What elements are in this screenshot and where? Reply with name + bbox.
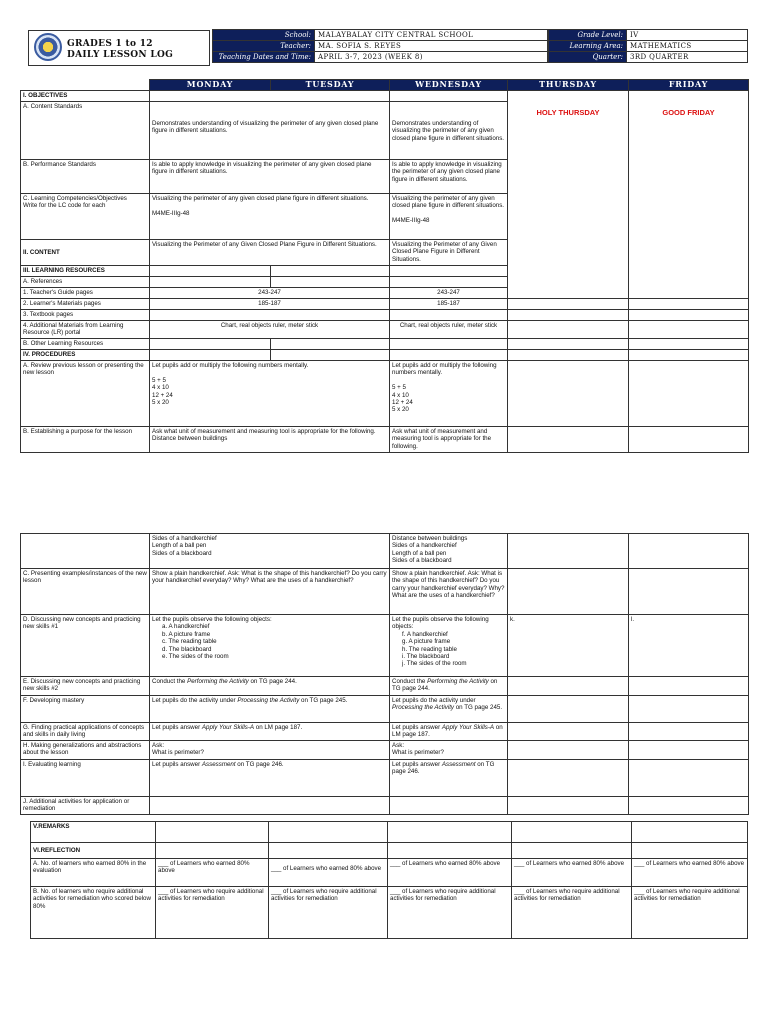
discuss1-list-wednesday [392,631,505,668]
holiday-friday: GOOD FRIDAY [629,91,749,299]
discuss1-monday [150,615,390,677]
row-label-resources: III. LEARNING RESOURCES [21,266,150,277]
discuss1-list-monday [152,623,387,660]
practical-monday: Let pupils answer Apply Your Skills-A on LM page 187. [150,723,390,741]
practical-wednesday: Let pupils answer Apply Your Skills-A on LM page 187. [390,723,508,741]
reflection-table [30,821,748,939]
dates-label: Teaching Dates and Time: [213,52,315,63]
lesson-log-table-page2 [20,533,749,815]
title-line-2: DAILY LESSON LOG [67,50,174,60]
reflection-label: VI.REFLECTION [31,843,156,859]
row-label-tg: 1. Teacher's Guide pages [21,288,150,299]
grade-value: IV [627,30,748,41]
row-label-mastery: F. Developing mastery [21,696,150,723]
list-item: f. A handkerchief [402,630,448,638]
reflection-a-wednesday: ___ of Learners who earned 80% above [388,859,512,887]
list-item: j. The sides of the room [402,660,467,668]
reflection-b-monday: ___ of Learners who require additional activities for remediation [156,887,269,939]
list-item: b. A picture frame [162,630,211,638]
school-value: MALAYBALAY CITY CENTRAL SCHOOL [315,30,548,41]
day-wednesday: WEDNESDAY [390,80,508,91]
reflection-a-tuesday: ___ of Learners who earned 80% above [269,859,388,887]
row-label-objectives: I. OBJECTIVES [21,91,150,102]
page-title [67,39,173,61]
day-friday: FRIDAY [629,80,749,91]
reflection-a-friday: ___ of Learners who earned 80% above [632,859,748,887]
presenting-monday: Show a plain handkerchief. Ask: What is the shape of this handkerchief? Do you carry your handkerchief everyday? Why? What are the uses of a handkerchief? [150,569,390,615]
review-wednesday: Let pupils add or multiply the following numbers mentally. 5 + 5 4 x 10 12 + 24 5 x 20 [390,361,508,427]
deped-seal-logo [34,33,62,61]
remarks-label: V.REMARKS [31,822,156,843]
lc-monday: Visualizing the perimeter of any given closed plane figure in different situations. M4ME-IIIg-48 [150,194,390,240]
row-label-procedures: IV. PROCEDURES [21,350,150,361]
header-info-left [212,29,548,63]
discuss1-friday: l. [629,615,749,677]
add-wednesday: Chart, real objects ruler, meter stick [390,321,508,339]
row-label-review: A. Review previous lesson or presenting the new lesson [21,361,150,427]
row-label-purpose: B. Establishing a purpose for the lesson [21,427,150,453]
reflection-a-label: A. No. of learners who earned 80% in the evaluation [31,859,156,887]
tg-monday: 243-247 [150,288,390,299]
row-label-generalizations: H. Making generalizations and abstractions about the lesson [21,741,150,760]
row-label-presenting: C. Presenting examples/instances of the new lesson [21,569,150,615]
reflection-b-label: B. No. of learners who require additional activities for remediation who scored below 80% [31,887,156,939]
lesson-log-table-page1 [20,79,749,453]
discuss2-monday: Conduct the Performing the Activity on TG page 244. [150,677,390,696]
purpose-monday: Ask what unit of measurement and measuring tool is appropriate for the following. Distance between buildings [150,427,390,453]
reflection-b-tuesday: ___ of Learners who require additional activities for remediation [269,887,388,939]
quarter-value: 3RD QUARTER [627,52,748,63]
eval-monday: Let pupils answer Assessment on TG page 246. [150,760,390,797]
reflection-b-wednesday: ___ of Learners who require additional activities for remediation [388,887,512,939]
reflection-b-thursday: ___ of Learners who require additional activities for remediation [512,887,632,939]
discuss1-wednesday [390,615,508,677]
row-label-other: B. Other Learning Resources [21,339,150,350]
list-item: g. A picture frame [402,638,451,646]
list-item: a. A handkerchief [162,623,210,631]
discuss2-wednesday: Conduct the Performing the Activity on TG page 244. [390,677,508,696]
content-monday: Visualizing the Perimeter of any Given Closed Plane Figure in Different Situations. [150,240,390,266]
teacher-value: MA. SOFIA S. REYES [315,41,548,52]
row-label-additional: 4. Additional Materials from Learning Resource (LR) portal [21,321,150,339]
discuss1-intro-monday: Let the pupils observe the following objects: [152,616,272,623]
row-label-activities: J. Additional activities for application or remediation [21,797,150,815]
reflection-b-friday: ___ of Learners who require additional activities for remediation [632,887,748,939]
title-line-1: GRADES 1 to 12 [67,39,153,49]
list-item: h. The reading table [402,645,457,653]
area-label: Learning Area: [549,41,627,52]
ps-wednesday: Is able to apply knowledge in visualizing the perimeter of any given closed plane figure in different situations. [390,160,508,194]
quarter-label: Quarter: [549,52,627,63]
day-header-row [21,80,749,91]
cs-wednesday: Demonstrates understanding of visualizing the perimeter of any given closed plane figure in different situations. [390,102,508,160]
tg-wednesday: 243-247 [390,288,508,299]
list-item: d. The blackboard [162,645,212,653]
day-tuesday: TUESDAY [271,80,390,91]
area-value: MATHEMATICS [627,41,748,52]
day-thursday: THURSDAY [508,80,629,91]
header-info-right [548,29,748,63]
discuss1-thursday: k. [508,615,629,677]
mastery-monday: Let pupils do the activity under Processing the Activity on TG page 245. [150,696,390,723]
lm-wednesday: 185-187 [390,299,508,310]
reflection-a-thursday: ___ of Learners who earned 80% above [512,859,632,887]
row-label-discuss2: E. Discussing new concepts and practicing new skills #2 [21,677,150,696]
gen-wednesday: Ask: What is perimeter? [390,741,508,760]
eval-wednesday: Let pupils answer Assessment on TG page 246. [390,760,508,797]
list-item: e. The sides of the room [162,653,229,661]
row-label-discuss1: D. Discussing new concepts and practicing new skills #1 [21,615,150,677]
school-label: School: [213,30,315,41]
row-label-performance-standards: B. Performance Standards [21,160,150,194]
row-label-lm: 2. Learner's Materials pages [21,299,150,310]
list-item: c. The reading table [162,638,217,646]
row-label-competencies: C. Learning Competencies/Objectives Write for the LC code for each [21,194,150,240]
content-wednesday: Visualizing the Perimeter of any Given Closed Plane Figure in Different Situations. [390,240,508,266]
row-label-references: A. References [21,277,150,288]
row-label-content: II. CONTENT [21,240,150,266]
review-monday: Let pupils add or multiply the following numbers mentally. 5 + 5 4 x 10 12 + 24 5 x 20 [150,361,390,427]
gen-monday: Ask: What is perimeter? [150,741,390,760]
row-label-textbook: 3. Textbook pages [21,310,150,321]
row-label-evaluating: I. Evaluating learning [21,760,150,797]
cs-monday: Demonstrates understanding of visualizing the perimeter of any given closed plane figure in different situations. [150,102,390,160]
list-item: i. The blackboard [402,653,450,661]
teacher-label: Teacher: [213,41,315,52]
presenting-wednesday: Show a plain handkerchief. Ask: What is the shape of this handkerchief? Do you carry your handkerchief everyday? Why? What are the uses of a handkerchief? [390,569,508,615]
lc-wednesday: Visualizing the perimeter of any given closed plane figure in different situations. M4ME-IIIg-48 [390,194,508,240]
purpose-cont-wednesday: Distance between buildings Sides of a handkerchief Length of a ball pen Sides of a blackboard [390,534,508,569]
mastery-wednesday: Let pupils do the activity under Processing the Activity on TG page 245. [390,696,508,723]
day-monday: MONDAY [150,80,271,91]
holiday-thursday: HOLY THURSDAY [508,91,629,299]
row-label-practical: G. Finding practical applications of concepts and skills in daily living [21,723,150,741]
dates-value: APRIL 3-7, 2023 (WEEK 8) [315,52,548,63]
ps-monday: Is able to apply knowledge in visualizing the perimeter of any given closed plane figure in different situations. [150,160,390,194]
purpose-cont-monday: Sides of a handkerchief Length of a ball pen Sides of a blackboard [150,534,390,569]
add-monday: Chart, real objects ruler, meter stick [150,321,390,339]
row-label-content-standards: A. Content Standards [21,102,150,160]
grade-label: Grade Level: [549,30,627,41]
reflection-a-monday: ___ of Learners who earned 80% above [156,859,269,887]
discuss1-intro-wednesday: Let the pupils observe the following objects: [392,616,489,631]
purpose-wednesday: Ask what unit of measurement and measuring tool is appropriate for the following. [390,427,508,453]
lm-monday: 185-187 [150,299,390,310]
